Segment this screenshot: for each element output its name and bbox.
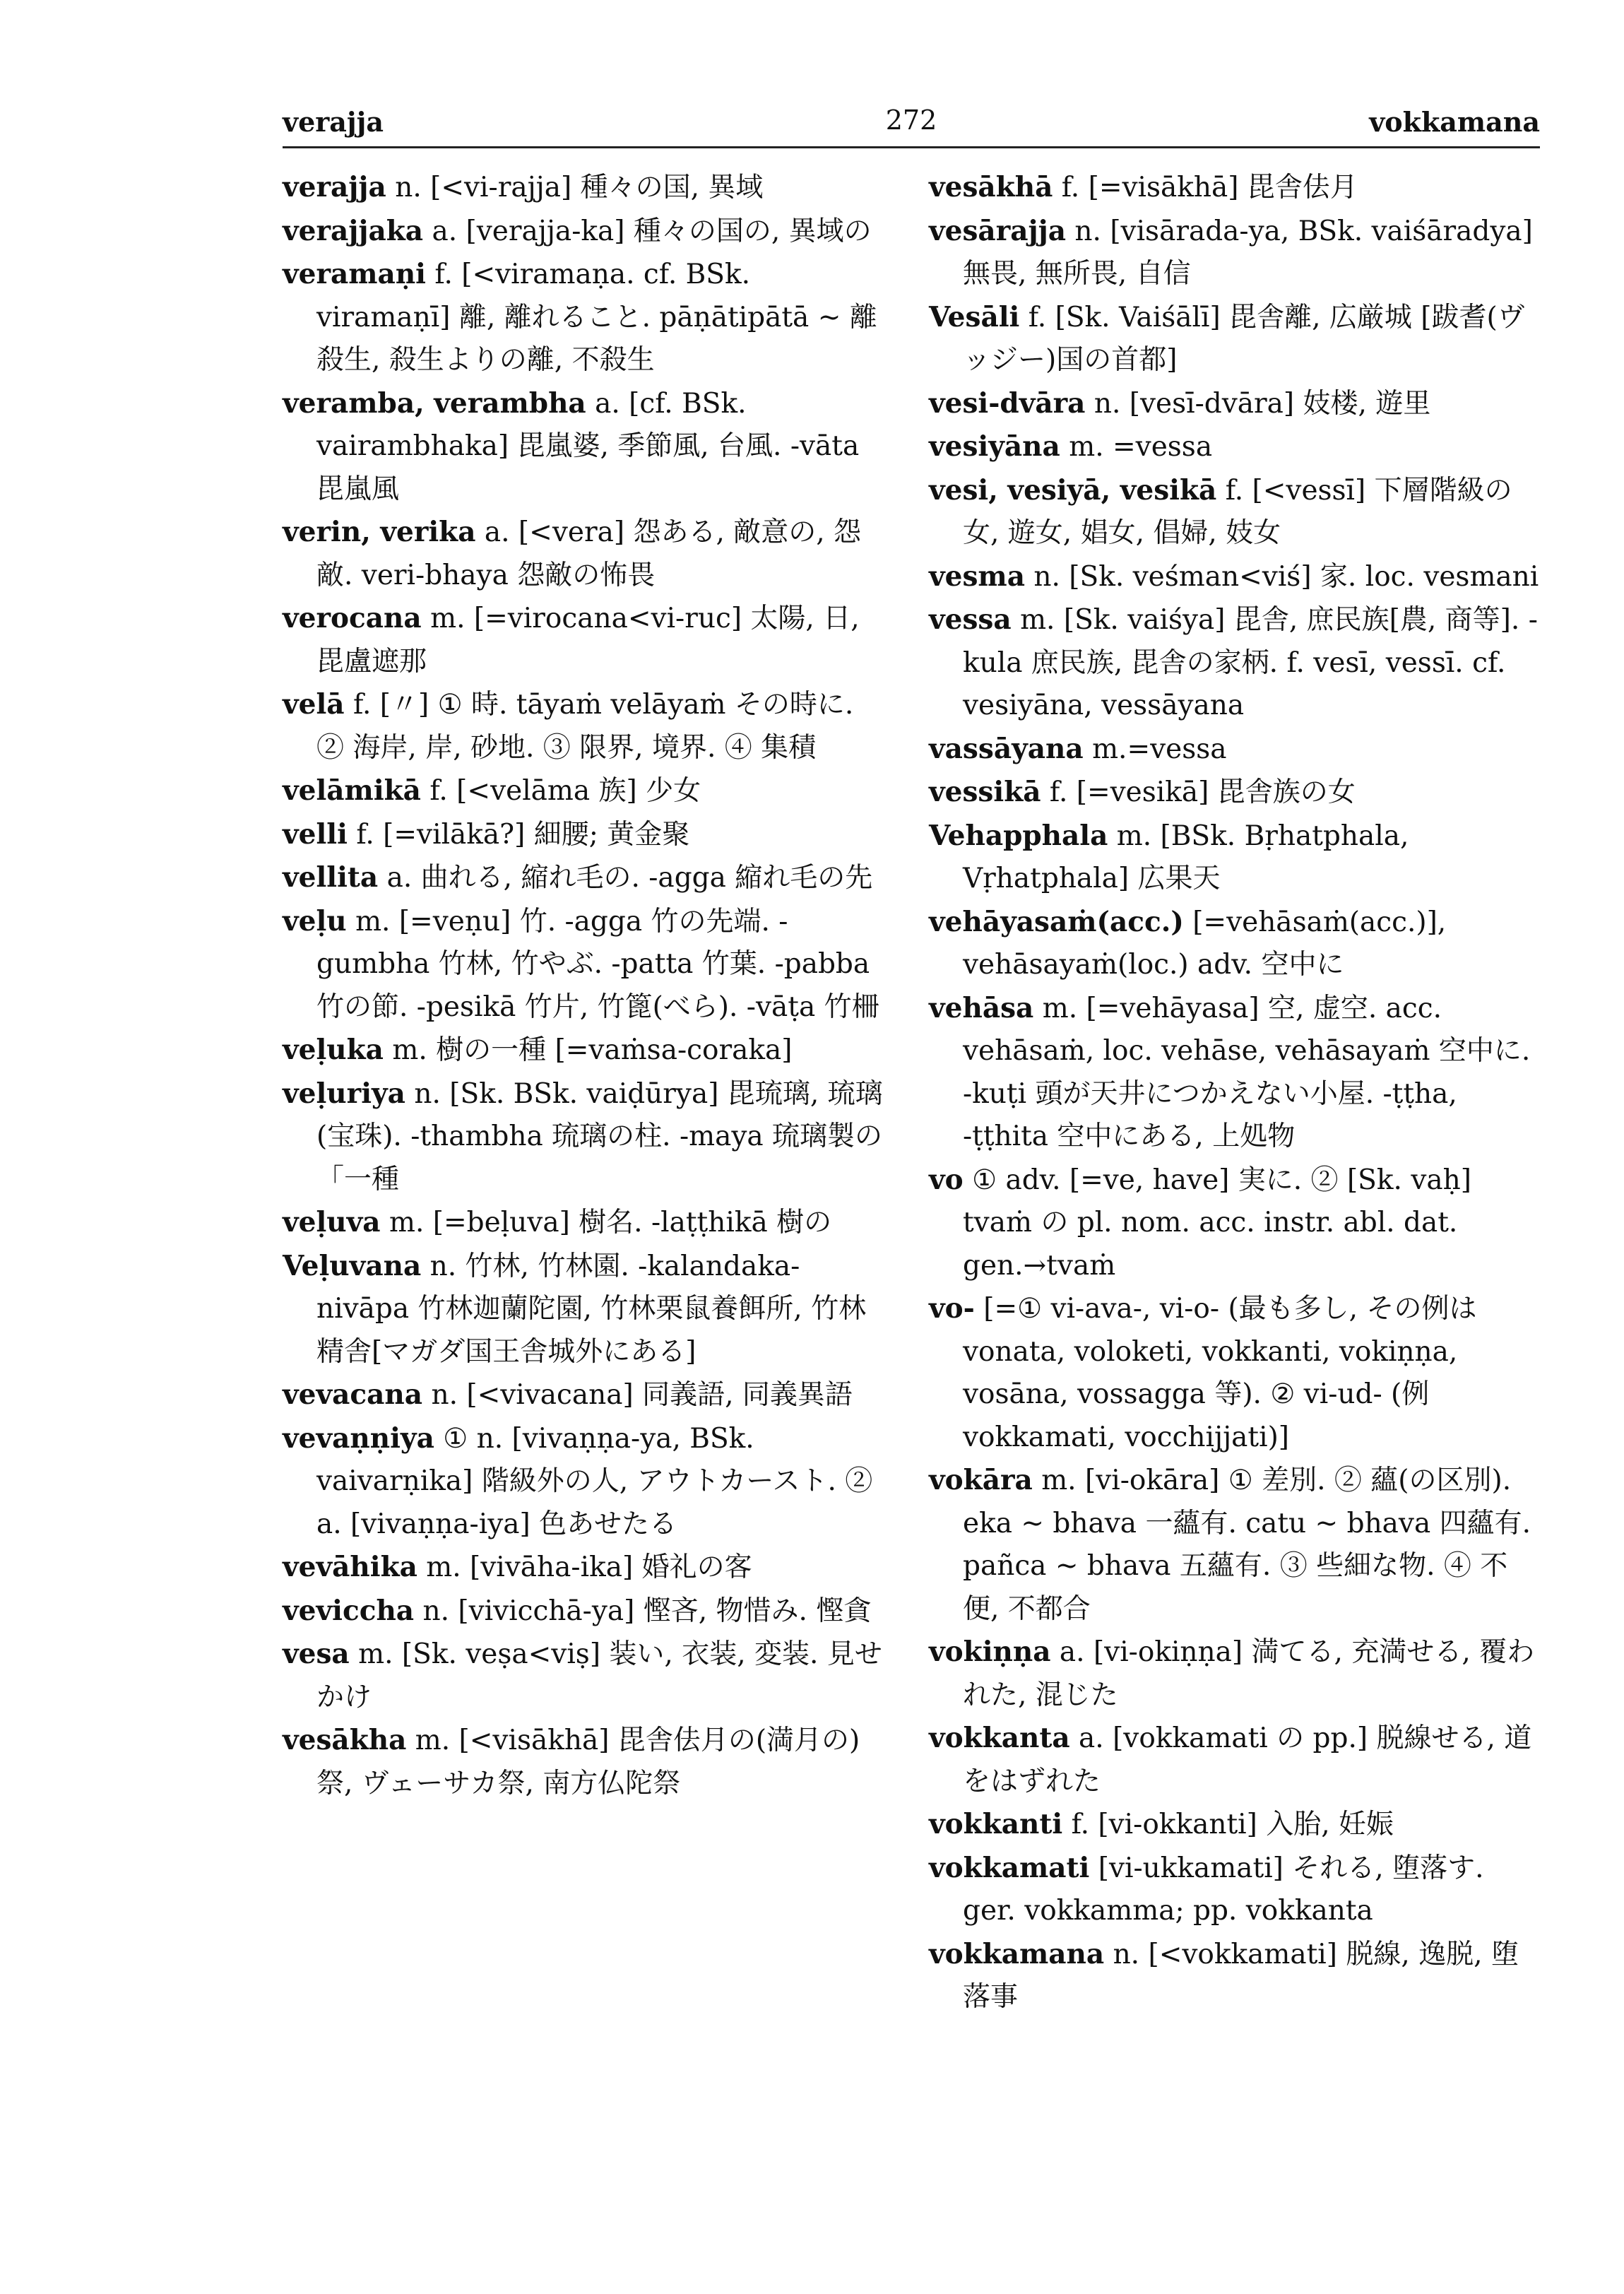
header-rule [283,146,1540,148]
definition: m. 樹の一種 [=vaṁsa-coraka] [392,1034,793,1066]
dictionary-entry [929,296,1543,382]
headword: veḷuriya [283,1077,405,1110]
dictionary-entry [283,253,883,382]
headword: vehāsa [929,991,1034,1024]
headword: vesa [283,1638,350,1670]
definition: m. [vi-okāra] ① 差別. ② 蘊(の区別). eka ~ bhava 一蘊有. catu ~ bhava 四蘊有. pañca ~ bhava 五蘊有. ③ 些細な物. ④ 不便, 不都合 [963,1465,1531,1625]
definition: n. [Sk. veśman<viś] 家. loc. vesmani [1033,560,1539,593]
headword: veḷuva [283,1206,381,1238]
definition: m. [=vehāyasa] 空, 虚空. acc. vehāsaṁ, loc. vehāse, vehāsayaṁ 空中に. -kuṭi 頭が天井につかえない小屋. -ṭṭha, -ṭṭhita 空中にある, 上処物 [963,992,1531,1152]
dictionary-entry [929,382,1543,426]
headword: vevāhika [283,1551,417,1583]
dictionary-entry [283,813,883,857]
definition: a. [vi-okiṇṇa] 満てる, 充満せる, 覆われた, 混じた [963,1636,1535,1711]
headword: vesma [929,560,1025,593]
dictionary-entry [929,166,1543,210]
definition: m. [<visākhā] 毘舎佉月の(満月の)祭, ヴェーサカ祭, 南方仏陀祭 [316,1725,860,1799]
headword: veramba, verambha [283,386,586,420]
headword: vevacana [283,1378,423,1411]
dictionary-entry [283,1590,883,1633]
dictionary-entry [283,1029,883,1072]
definition: m. [=veṇu] 竹. -agga 竹の先端. -gumbha 竹林, 竹やぶ. -patta 竹葉. -pabba 竹の節. -pesikā 竹片, 竹篦(べら). -vāṭa 竹柵 [316,905,879,1023]
headword: vokiṇṇa [929,1636,1051,1668]
dictionary-entry [283,1201,883,1245]
definition: f. [<viramaṇa. cf. BSk. viramaṇī] 離, 離れること. pāṇātipātā ~ 離殺生, 殺生よりの離, 不殺生 [316,259,877,376]
definition: f. [<velāma 族] 少女 [429,775,701,807]
headword: vessa [929,603,1012,636]
headword: vesi, vesiyā, vesikā [929,473,1217,507]
headword: vellita [283,861,379,894]
definition: f. [Sk. Vaiśālī] 毘舎離, 広厳城 [跋耆(ヴッジー)国の首都] [963,301,1525,376]
definition: m.=vessa [1092,733,1227,765]
headword: vesiyāna [929,430,1060,463]
definition: a. [vokkamati の pp.] 脱線せる, 道をはずれた [963,1722,1532,1797]
headword: vo [929,1163,964,1196]
definition: n. [<vokkamati] 脱線, 逸脱, 堕落事 [963,1938,1519,2013]
headword: vesārajja [929,214,1067,247]
definition: ① adv. [=ve, have] 実に. ② [Sk. vaḥ] tvaṁ の pl. nom. acc. instr. abl. dat. gen.→tvaṁ [963,1164,1471,1282]
headword: verocana [283,602,422,634]
headword: Veḷuvana [283,1249,422,1282]
headword: veramaṇi [283,258,426,290]
definition: n. [vesī-dvāra] 妓楼, 遊里 [1093,387,1431,420]
dictionary-entry [929,771,1543,815]
dictionary-entry [283,511,883,597]
definition: n. [Sk. BSk. vaiḍūrya] 毘琉璃, 琉璃(宝珠). -thambha 琉璃の柱. -maya 琉璃製の 「一種 [316,1077,883,1195]
dictionary-entry [283,1072,883,1202]
definition: m. [Sk. veṣa<viṣ] 装い, 衣装, 変装. 見せかけ [316,1638,882,1713]
dictionary-entry [929,469,1543,555]
dictionary-entry [283,210,883,254]
dictionary-entry [929,1717,1543,1803]
dictionary-entry [283,1245,883,1374]
dictionary-entry [283,1719,883,1805]
dictionary-entry [929,1159,1543,1288]
dictionary-entry [929,815,1543,901]
left-column [283,166,883,1805]
headword: veviccha [283,1594,415,1627]
dictionary-entry [283,856,883,900]
dictionary-entry [929,1803,1543,1847]
definition: m. [Sk. vaiśya] 毘舎, 庶民族[農, 商等]. -kula 庶民族, 毘舎の家柄. f. vesī, vessī. cf. vesiyāna, vessāyana [963,604,1538,721]
dictionary-entry [283,597,883,683]
definition: ① n. [vivaṇṇa-ya, BSk. vaivarṇika] 階級外の人, アウトカースト. ② a. [vivaṇṇa-iya] 色あせたる [316,1422,873,1540]
headword: Vesāli [929,300,1020,333]
dictionary-entry [929,598,1543,728]
dictionary-entry [929,1287,1543,1459]
headword: verajjaka [283,214,424,247]
definition: [vi-ukkamati] それる, 堕落す. ger. vokkamma; pp. vokkanta [963,1852,1484,1927]
dictionary-entry [283,382,883,512]
headword: vokkamati [929,1851,1090,1884]
definition: f. [〃] ① 時. tāyaṁ velāyaṁ その時に. ② 海岸, 岸, 砂地. ③ 限界, 境界. ④ 集積 [316,689,854,764]
dictionary-entry [283,1373,883,1417]
definition: n. [vivicchā-ya] 慳吝, 物惜み. 慳貪 [422,1595,872,1627]
definition: [=vehāsaṁ(acc.)], vehāsayaṁ(loc.) adv. 空中に [963,906,1447,981]
headword: velli [283,817,348,851]
page-number: 272 [885,105,937,136]
definition: n. [<vivacana] 同義語, 同義異語 [431,1379,853,1411]
definition: a. [verajja-ka] 種々の国の, 異域の [432,215,872,247]
dictionary-entry [283,1417,883,1547]
headword: vokkamana [929,1937,1105,1970]
headword: verin, verika [283,516,476,548]
headword: vehāyasaṁ(acc.) [929,905,1184,938]
headword: veḷuka [283,1034,384,1066]
dictionary-entry [283,166,883,210]
running-head-right: vokkamana [1369,106,1540,138]
dictionary-entry [929,728,1543,771]
definition: a. [<vera] 怨ある, 敵意の, 怨敵. veri-bhaya 怨敵の怖畏 [316,516,862,591]
headword: vesākhā [929,171,1053,203]
definition: m. [=beḷuva] 樹名. -laṭṭhikā 樹の [389,1207,832,1238]
definition: m. [vivāha-ika] 婚礼の客 [426,1551,752,1583]
dictionary-entry [929,555,1543,599]
dictionary-entry [283,683,883,769]
dictionary-entry [929,901,1543,987]
dictionary-entry [929,1631,1543,1717]
dictionary-entry [283,900,883,1029]
definition: n. [visārada-ya, BSk. vaiśāradya] 無畏, 無所畏, 自信 [963,215,1533,290]
definition: m. [BSk. Bṛhatphala, Vṛhatphala] 広果天 [963,820,1409,894]
headword: vokkanti [929,1808,1063,1840]
headword: velā [283,688,345,721]
definition: f. [<vessī] 下層階級の女, 遊女, 娼女, 倡婦, 妓女 [963,474,1512,549]
headword: vo- [929,1292,975,1325]
dictionary-entry [929,987,1543,1159]
definition: n. 竹林, 竹林園. -kalandaka-nivāpa 竹林迦蘭陀園, 竹林栗鼠養餌所, 竹林精舎[マガダ国王舎城外にある] [316,1250,867,1368]
definition: a. [cf. BSk. vairambhaka] 毘嵐婆, 季節風, 台風. -vāta 毘嵐風 [316,387,860,505]
headword: Vehapphala [929,819,1108,852]
dictionary-entry [929,1459,1543,1631]
dictionary-entry [929,1847,1543,1933]
right-column [929,166,1543,2019]
definition: m. [=virocana<vi-ruc] 太陽, 日, 毘盧遮那 [316,603,860,678]
dictionary-entry [929,1933,1543,2019]
headword: verajja [283,171,386,203]
headword: vassāyana [929,732,1084,765]
definition: n. [<vi-rajja] 種々の国, 異域 [395,172,764,203]
definition: f. [=vilākā?] 細腰; 黄金聚 [356,818,690,851]
headword: vokkanta [929,1722,1070,1754]
dictionary-entry [929,210,1543,296]
definition: a. 曲れる, 縮れ毛の. -agga 縮れ毛の先 [386,862,873,894]
page-header [283,99,1540,148]
headword: vevaṇṇiya [283,1421,434,1455]
dictionary-entry [929,425,1543,469]
headword: vessikā [929,776,1041,808]
definition: [=① vi-ava-, vi-o- (最も多し, その例は vonata, voloketi, vokkanti, vokiṇṇa, vosāna, vossagga 等). ② vi-ud- (例 vokkamati, vocchijjati)] [963,1293,1477,1453]
headword: vokāra [929,1464,1033,1496]
dictionary-entry [283,1633,883,1719]
headword: vesi-dvāra [929,386,1086,420]
running-head-left: verajja [283,106,384,138]
dictionary-entry [283,769,883,813]
headword: vesākha [283,1724,407,1756]
definition: m. =vessa [1069,431,1213,463]
definition: f. [=vesikā] 毘舎族の女 [1049,776,1356,808]
definition: f. [vi-okkanti] 入胎, 妊娠 [1071,1809,1394,1840]
definition: f. [=visākhā] 毘舎佉月 [1061,172,1358,203]
headword: velāmikā [283,774,421,807]
dictionary-entry [283,1546,883,1590]
headword: veḷu [283,904,347,938]
